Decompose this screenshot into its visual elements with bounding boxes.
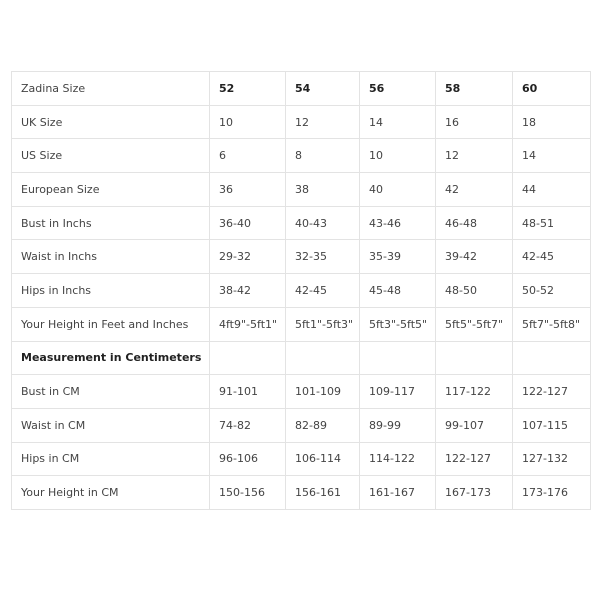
table-cell: 6	[210, 139, 286, 173]
table-row-european-size	[12, 173, 591, 207]
table-cell: 14	[360, 105, 436, 139]
empty-cell	[360, 341, 436, 375]
table-cell: 42	[436, 173, 513, 207]
table-cell: 40-43	[286, 206, 360, 240]
header-row	[12, 72, 591, 106]
table-cell: 12	[436, 139, 513, 173]
table-row-height-cm	[12, 476, 591, 510]
section-heading: Measurement in Centimeters	[12, 341, 210, 375]
empty-cell	[210, 341, 286, 375]
table-cell: 109-117	[360, 375, 436, 409]
table-cell: 156-161	[286, 476, 360, 510]
table-row-us-size	[12, 139, 591, 173]
row-label: Hips in CM	[12, 442, 210, 476]
table-cell: 161-167	[360, 476, 436, 510]
empty-cell	[436, 341, 513, 375]
table-row-hips-cm	[12, 442, 591, 476]
row-label: Waist in Inchs	[12, 240, 210, 274]
table-cell: 44	[513, 173, 591, 207]
table-cell: 117-122	[436, 375, 513, 409]
table-cell: 36	[210, 173, 286, 207]
table-cell: 173-176	[513, 476, 591, 510]
size-chart-table	[11, 71, 591, 510]
size-header: 52	[210, 72, 286, 106]
table-cell: 10	[210, 105, 286, 139]
table-cell: 122-127	[513, 375, 591, 409]
size-header: 60	[513, 72, 591, 106]
table-cell: 89-99	[360, 408, 436, 442]
table-cell: 48-50	[436, 274, 513, 308]
table-cell: 38-42	[210, 274, 286, 308]
size-header: 54	[286, 72, 360, 106]
table-cell: 4ft9"-5ft1"	[210, 307, 286, 341]
table-row-height-feet	[12, 307, 591, 341]
table-row-bust-cm	[12, 375, 591, 409]
table-cell: 106-114	[286, 442, 360, 476]
row-label: Bust in CM	[12, 375, 210, 409]
table-cell: 10	[360, 139, 436, 173]
table-cell: 107-115	[513, 408, 591, 442]
table-cell: 46-48	[436, 206, 513, 240]
table-cell: 16	[436, 105, 513, 139]
table-cell: 12	[286, 105, 360, 139]
row-label: US Size	[12, 139, 210, 173]
row-label: Hips in Inchs	[12, 274, 210, 308]
size-header: 56	[360, 72, 436, 106]
table-cell: 96-106	[210, 442, 286, 476]
table-cell: 5ft7"-5ft8"	[513, 307, 591, 341]
table-row-uk-size	[12, 105, 591, 139]
table-cell: 101-109	[286, 375, 360, 409]
table-cell: 14	[513, 139, 591, 173]
table-cell: 91-101	[210, 375, 286, 409]
table-cell: 42-45	[286, 274, 360, 308]
table-cell: 32-35	[286, 240, 360, 274]
row-label: Bust in Inchs	[12, 206, 210, 240]
table-cell: 29-32	[210, 240, 286, 274]
empty-cell	[513, 341, 591, 375]
table-cell: 45-48	[360, 274, 436, 308]
table-cell: 40	[360, 173, 436, 207]
table-cell: 127-132	[513, 442, 591, 476]
table-cell: 5ft1"-5ft3"	[286, 307, 360, 341]
row-label: Your Height in Feet and Inches	[12, 307, 210, 341]
table-cell: 167-173	[436, 476, 513, 510]
table-cell: 122-127	[436, 442, 513, 476]
table-cell: 35-39	[360, 240, 436, 274]
table-cell: 150-156	[210, 476, 286, 510]
table-row-bust-inches	[12, 206, 591, 240]
table-cell: 8	[286, 139, 360, 173]
table-row-hips-inches	[12, 274, 591, 308]
table-cell: 18	[513, 105, 591, 139]
row-label: UK Size	[12, 105, 210, 139]
empty-cell	[286, 341, 360, 375]
row-label: Your Height in CM	[12, 476, 210, 510]
table-cell: 36-40	[210, 206, 286, 240]
table-cell: 99-107	[436, 408, 513, 442]
table-row-waist-cm	[12, 408, 591, 442]
table-cell: 74-82	[210, 408, 286, 442]
table-cell: 48-51	[513, 206, 591, 240]
row-label: European Size	[12, 173, 210, 207]
row-label: Waist in CM	[12, 408, 210, 442]
size-header: 58	[436, 72, 513, 106]
table-cell: 82-89	[286, 408, 360, 442]
table-cell: 114-122	[360, 442, 436, 476]
section-row-centimeters	[12, 341, 591, 375]
table-cell: 42-45	[513, 240, 591, 274]
table-cell: 5ft3"-5ft5"	[360, 307, 436, 341]
table-cell: 39-42	[436, 240, 513, 274]
table-cell: 5ft5"-5ft7"	[436, 307, 513, 341]
table-row-waist-inches	[12, 240, 591, 274]
header-label: Zadina Size	[12, 72, 210, 106]
table-cell: 38	[286, 173, 360, 207]
table-cell: 43-46	[360, 206, 436, 240]
table-cell: 50-52	[513, 274, 591, 308]
